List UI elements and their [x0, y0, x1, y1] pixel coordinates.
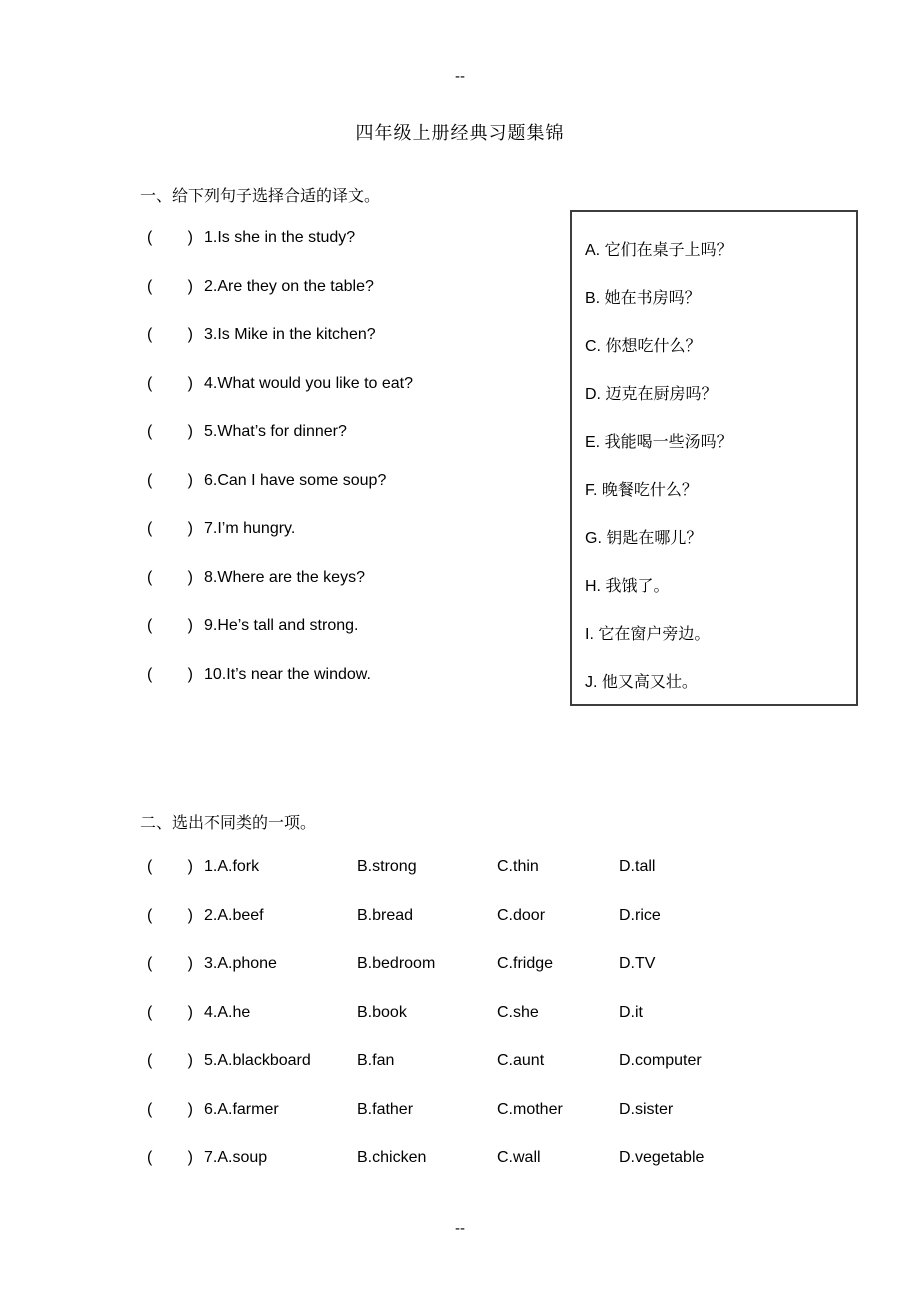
bracket-open: (: [147, 520, 153, 538]
question-text: 6.Can I have some soup?: [204, 471, 387, 489]
choice-c: C.mother: [497, 1100, 563, 1118]
question-row: [147, 214, 557, 263]
bracket-open: (: [147, 568, 153, 586]
option-item: E. 我能喝一些汤吗？: [585, 433, 733, 451]
classify-row: [147, 940, 920, 989]
question-row: [147, 263, 557, 312]
answer-bracket: [147, 1052, 193, 1070]
bracket-close: ): [187, 374, 193, 392]
classify-row: [147, 892, 920, 941]
choice-d: D.vegetable: [619, 1149, 705, 1167]
question-text: 2.Are they on the table?: [204, 277, 374, 295]
answer-bracket: [147, 520, 193, 538]
bracket-close: ): [187, 906, 193, 924]
question-text: 10.It’s near the window.: [204, 665, 371, 683]
answer-bracket: [147, 423, 193, 441]
bracket-open: (: [147, 1100, 153, 1118]
bracket-open: (: [147, 665, 153, 683]
question-text: 4.What would you like to eat?: [204, 374, 414, 392]
choice-a: 4.A.he: [204, 1003, 251, 1021]
bracket-open: (: [147, 955, 153, 973]
choice-a: 6.A.farmer: [204, 1100, 279, 1118]
bracket-close: ): [187, 1052, 193, 1070]
answer-bracket: [147, 666, 193, 684]
answer-bracket: [147, 1101, 193, 1119]
choice-b: B.book: [357, 1003, 407, 1021]
bracket-close: ): [187, 423, 193, 441]
choice-c: C.door: [497, 906, 546, 924]
choice-b: B.bedroom: [357, 955, 436, 973]
choice-d: D.TV: [619, 955, 656, 973]
page-title: 四年级上册经典习题集锦: [355, 123, 565, 143]
answer-bracket: [147, 1149, 193, 1167]
bracket-open: (: [147, 1052, 153, 1070]
bracket-close: ): [187, 1149, 193, 1167]
answer-bracket: [147, 326, 193, 344]
choice-b: B.chicken: [357, 1149, 427, 1167]
choice-a: 3.A.phone: [204, 955, 277, 973]
bracket-open: (: [147, 374, 153, 392]
bracket-open: (: [147, 617, 153, 635]
classify-row: [147, 843, 920, 892]
option-item: B. 她在书房吗？: [585, 289, 701, 307]
question-row: [147, 505, 557, 554]
choice-c: C.fridge: [497, 955, 554, 973]
section2-rows: [147, 843, 920, 1183]
choice-a: 7.A.soup: [204, 1149, 268, 1167]
question-text: 1.Is she in the study?: [204, 229, 356, 247]
choice-d: D.computer: [619, 1052, 702, 1070]
bracket-open: (: [147, 471, 153, 489]
option-item: G. 钥匙在哪儿？: [585, 529, 703, 547]
bracket-open: (: [147, 858, 153, 876]
option-item: J. 他又高又壮。: [585, 673, 698, 691]
classify-row: [147, 989, 920, 1038]
option-item: D. 迈克在厨房吗？: [585, 385, 718, 403]
question-row: [147, 360, 557, 409]
bracket-close: ): [187, 229, 193, 247]
bracket-close: ): [187, 665, 193, 683]
answer-bracket: [147, 278, 193, 296]
bracket-close: ): [187, 858, 193, 876]
choice-c: C.thin: [497, 858, 539, 876]
bracket-open: (: [147, 277, 153, 295]
choice-b: B.bread: [357, 906, 414, 924]
choice-d: D.it: [619, 1003, 643, 1021]
translation-options-box: [570, 210, 858, 706]
question-text: 9.He’s tall and strong.: [204, 617, 359, 635]
choice-b: B.father: [357, 1100, 414, 1118]
answer-bracket: [147, 617, 193, 635]
classify-row: [147, 1086, 920, 1135]
section1-questions: [147, 214, 557, 699]
choice-b: B.strong: [357, 858, 417, 876]
question-row: [147, 651, 557, 700]
option-item: H. 我饿了。: [585, 577, 670, 595]
answer-bracket: [147, 955, 193, 973]
answer-bracket: [147, 229, 193, 247]
choice-a: 1.A.fork: [204, 858, 260, 876]
question-row: [147, 602, 557, 651]
answer-bracket: [147, 472, 193, 490]
choice-c: C.she: [497, 1003, 539, 1021]
bracket-close: ): [187, 955, 193, 973]
question-text: 7.I’m hungry.: [204, 520, 296, 538]
choice-b: B.fan: [357, 1052, 395, 1070]
page-marker-bottom: --: [455, 1219, 465, 1237]
section2-heading: 二、选出不同类的一项。: [140, 815, 317, 832]
bracket-open: (: [147, 1149, 153, 1167]
choice-d: D.sister: [619, 1100, 674, 1118]
question-row: [147, 554, 557, 603]
bracket-close: ): [187, 326, 193, 344]
choice-a: 2.A.beef: [204, 906, 264, 924]
answer-bracket: [147, 569, 193, 587]
classify-row: [147, 1134, 920, 1183]
option-item: C. 你想吃什么？: [585, 337, 702, 355]
answer-bracket: [147, 375, 193, 393]
question-text: 3.Is Mike in the kitchen?: [204, 326, 376, 344]
option-item: A. 它们在桌子上吗？: [585, 241, 733, 259]
choice-a: 5.A.blackboard: [204, 1052, 311, 1070]
bracket-close: ): [187, 471, 193, 489]
option-item: F. 晚餐吃什么？: [585, 481, 698, 499]
question-row: [147, 311, 557, 360]
bracket-close: ): [187, 277, 193, 295]
choice-d: D.rice: [619, 906, 661, 924]
answer-bracket: [147, 1004, 193, 1022]
answer-bracket: [147, 858, 193, 876]
bracket-close: ): [187, 1100, 193, 1118]
answer-bracket: [147, 907, 193, 925]
bracket-close: ): [187, 617, 193, 635]
section1-heading: 一、给下列句子选择合适的译文。: [140, 188, 381, 205]
question-text: 5.What’s for dinner?: [204, 423, 347, 441]
choice-c: C.aunt: [497, 1052, 545, 1070]
bracket-close: ): [187, 1003, 193, 1021]
bracket-close: ): [187, 568, 193, 586]
bracket-open: (: [147, 326, 153, 344]
page-marker-top: --: [455, 68, 465, 85]
question-row: [147, 457, 557, 506]
option-item: I. 它在窗户旁边。: [585, 625, 711, 643]
bracket-close: ): [187, 520, 193, 538]
bracket-open: (: [147, 906, 153, 924]
classify-row: [147, 1037, 920, 1086]
choice-c: C.wall: [497, 1149, 541, 1167]
choice-d: D.tall: [619, 858, 656, 876]
bracket-open: (: [147, 1003, 153, 1021]
bracket-open: (: [147, 229, 153, 247]
question-text: 8.Where are the keys?: [204, 568, 365, 586]
question-row: [147, 408, 557, 457]
bracket-open: (: [147, 423, 153, 441]
